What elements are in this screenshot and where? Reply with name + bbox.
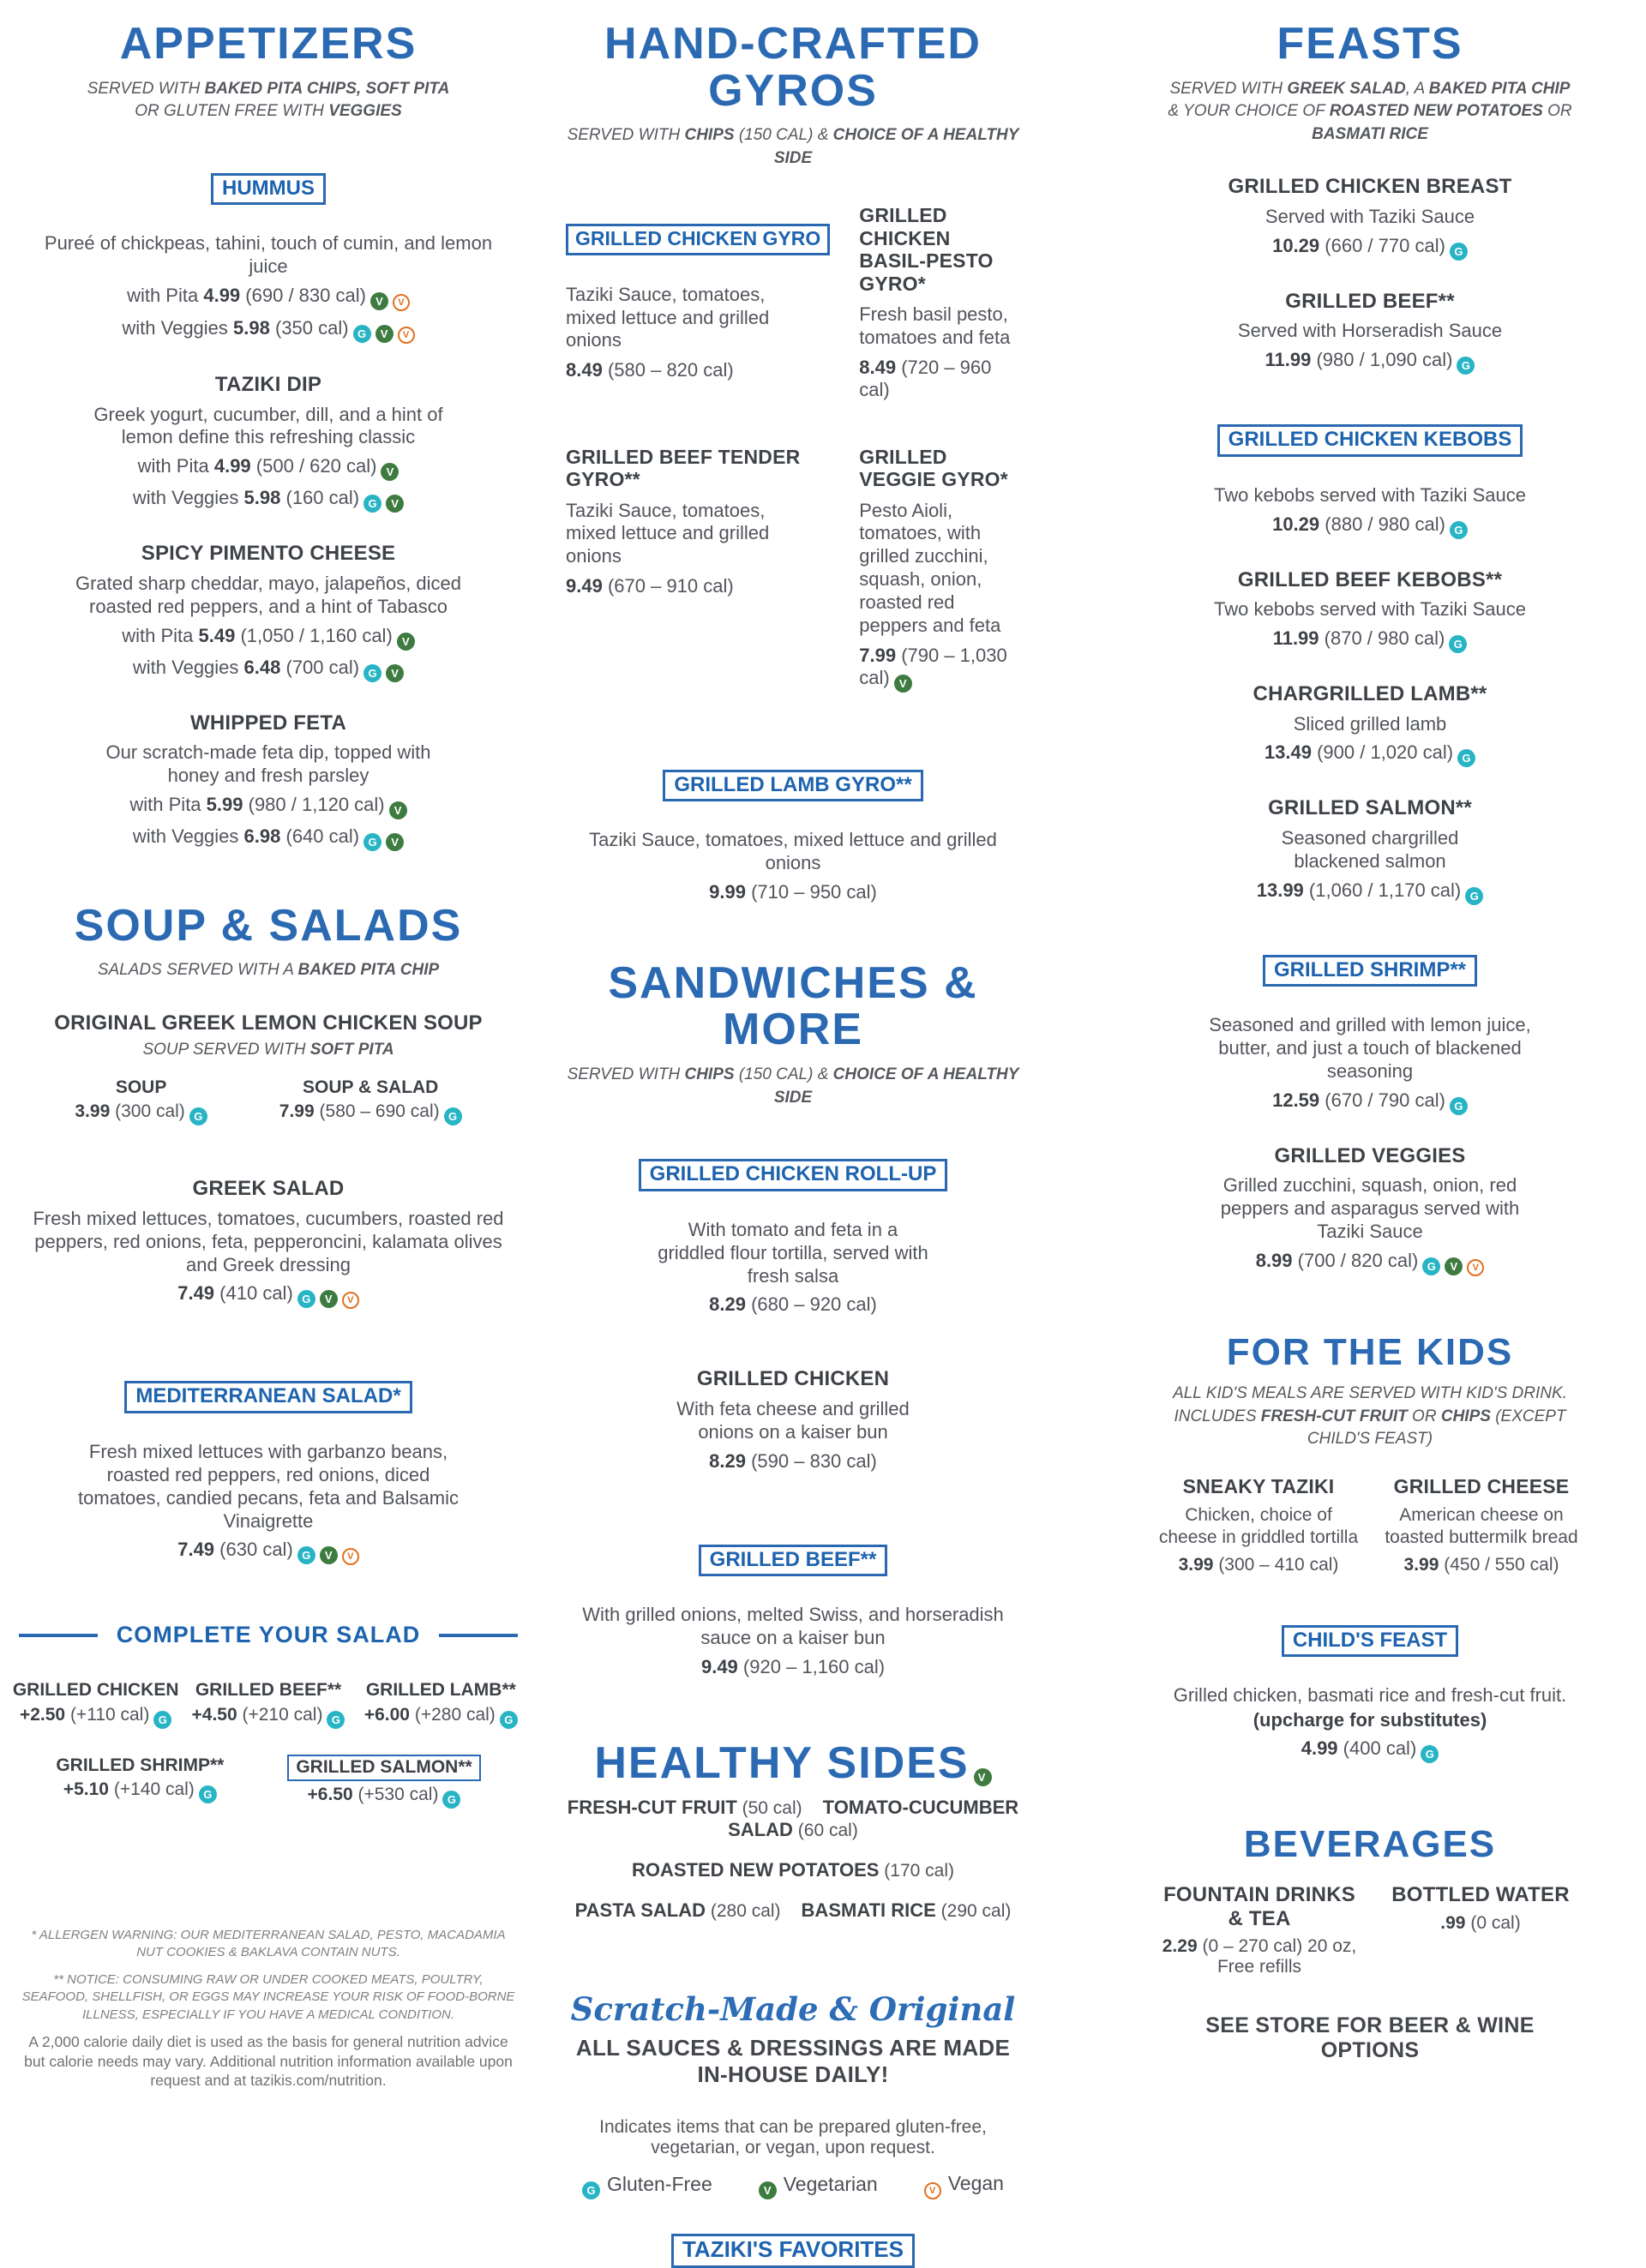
footnotes	[12, 1927, 525, 2091]
rule-right	[439, 1634, 518, 1637]
item-description: Fresh basil pesto, tomatoes and feta	[859, 303, 1011, 348]
menu-item-greek-salad	[12, 1177, 525, 1309]
item-name: GRILLED BEEF**	[699, 1545, 888, 1577]
menu-item-spicy-pimento-cheese	[12, 542, 525, 681]
legend-vegan: V Vegan	[924, 2172, 1004, 2199]
appetizers-title: APPETIZERS	[119, 19, 418, 69]
soup-salads-section	[12, 900, 525, 1809]
beverages-title: BEVERAGES	[1243, 1822, 1497, 1865]
menu-item-grilled-veggies-feast	[1156, 1144, 1584, 1276]
item-description: With grilled onions, melted Swiss, and horseradish sauce on a kaiser bun	[582, 1604, 1004, 1648]
gyros-grid	[566, 204, 1020, 692]
item-description: American cheese on toasted buttermilk bread	[1385, 1505, 1578, 1547]
gyros-section	[566, 21, 1020, 903]
item-name: GRILLED CHICKEN GYRO	[566, 224, 830, 255]
healthy-sides-title: HEALTHY SIDESV	[566, 1740, 1020, 1787]
price-line: with Veggies 5.98 (350 cal)GVV	[12, 317, 525, 344]
menu-item-grilled-chicken-gyro	[566, 204, 830, 400]
item-description: With tomato and feta in a griddled flour tortilla, served with fresh salsa	[658, 1218, 928, 1287]
vegetarian-icon	[974, 1768, 992, 1786]
item-name: WHIPPED FETA	[190, 711, 346, 735]
gluten-free-icon	[153, 1711, 171, 1729]
price-line: 3.99 (450 / 550 cal)	[1403, 1554, 1559, 1575]
vegetarian-icon	[386, 664, 404, 682]
legend-note: Indicates items that can be prepared gluten-free, vegetarian, or vegan, upon request.	[599, 2117, 987, 2158]
vegetarian-icon	[894, 675, 912, 693]
item-description: Served with Taziki Sauce	[1265, 205, 1475, 227]
price-line: 13.49 (900 / 1,020 cal)G	[1156, 741, 1584, 767]
salad-addon-grilled-lamb	[357, 1679, 525, 1728]
gluten-free-icon	[1457, 357, 1475, 375]
price-line: 3.99 (300 – 410 cal)	[1178, 1554, 1339, 1575]
in-house-line: ALL SAUCES & DRESSINGS ARE MADE IN-HOUSE DAILY!	[575, 2035, 1011, 2088]
price-line: 12.59 (670 / 790 cal)G	[1156, 1089, 1584, 1115]
vegetarian-icon	[759, 2181, 777, 2199]
item-description: Grilled zucchini, squash, onion, red peppers and asparagus served with Taziki Sauce	[1220, 1174, 1520, 1243]
item-name: GRILLED LAMB GYRO**	[663, 770, 922, 802]
menu-item-fountain-drinks	[1156, 1883, 1363, 1977]
menu-item-childs-feast	[1156, 1605, 1584, 1763]
menu-item-sneaky-taziki	[1156, 1475, 1361, 1575]
price-line: with Pita 4.99 (690 / 830 cal)VV	[12, 285, 525, 311]
gluten-free-icon	[327, 1711, 345, 1729]
option-label: SOUP	[115, 1077, 167, 1098]
item-name: FOUNTAIN DRINKS & TEA	[1163, 1883, 1355, 1930]
addon-name: GRILLED SHRIMP**	[56, 1755, 225, 1775]
kids-title: FOR THE KIDS	[1226, 1330, 1514, 1373]
salad-addon-grilled-beef	[184, 1679, 351, 1728]
vegetarian-icon	[389, 801, 407, 819]
price-line: +2.50 (+110 cal)G	[12, 1705, 179, 1729]
vegetarian-icon	[397, 633, 415, 651]
vegetarian-icon	[320, 1546, 338, 1564]
vegan-icon	[393, 294, 410, 311]
item-name: GRILLED VEGGIE GYRO*	[859, 445, 1008, 491]
item-name: CHARGRILLED LAMB**	[1253, 682, 1487, 706]
item-description: Seasoned and grilled with lemon juice, butter, and just a touch of blackened seasoning	[1209, 1014, 1531, 1082]
price-line: with Pita 5.99 (980 / 1,120 cal)V	[12, 794, 525, 819]
gluten-free-icon	[297, 1290, 315, 1308]
item-name: MEDITERRANEAN SALAD*	[124, 1381, 412, 1413]
addon-name: GRILLED SALMON**	[287, 1755, 480, 1781]
item-name: GRILLED CHICKEN	[696, 1367, 890, 1391]
sides-row: PASTA SALAD (280 cal) BASMATI RICE (290 cal)	[574, 1899, 1012, 1922]
vegan-icon	[342, 1292, 359, 1309]
price-line: 10.29 (880 / 980 cal)G	[1156, 513, 1584, 539]
gluten-free-icon	[297, 1546, 315, 1564]
menu-item-grilled-lamb-gyro	[566, 749, 1020, 903]
gluten-free-icon	[199, 1785, 217, 1803]
price-line: 11.99 (870 / 980 cal)G	[1156, 627, 1584, 653]
allergen-footnote: * ALLERGEN WARNING: OUR MEDITERRANEAN SALAD, PESTO, MACADAMIA NUT COOKIES & BAKLAVA CONTAIN NUTS.	[31, 1927, 506, 1959]
item-description: Seasoned chargrilled blackened salmon	[1281, 827, 1459, 872]
gluten-free-icon	[363, 664, 381, 682]
menu-item-grilled-beef-feast	[1156, 290, 1584, 375]
menu-item-chargrilled-lamb	[1156, 682, 1584, 767]
sandwiches-subtitle: SERVED WITH CHIPS (150 CAL) & CHOICE OF A HEALTHY SIDE	[567, 1065, 1019, 1107]
gluten-free-icon	[189, 1107, 207, 1125]
item-name: GREEK SALAD	[192, 1177, 345, 1201]
item-name: GRILLED CHICKEN BREAST	[1228, 175, 1512, 199]
price-line: 10.29 (660 / 770 cal)G	[1156, 235, 1584, 261]
vegan-icon	[1467, 1259, 1484, 1276]
menu-item-grilled-chicken-roll-up	[566, 1138, 1020, 1316]
legend-vegetarian: V Vegetarian	[759, 2173, 878, 2199]
item-description: Served with Horseradish Sauce	[1237, 320, 1503, 342]
scratch-made-script-heading: Scratch-Made & Original	[570, 1990, 1016, 2029]
item-name: SPICY PIMENTO CHEESE	[141, 542, 396, 566]
price-line: with Veggies 5.98 (160 cal)GV	[12, 487, 525, 513]
item-name: GRILLED CHICKEN BASIL-PESTO GYRO*	[859, 204, 994, 295]
sides-row: ROASTED NEW POTATOES (170 cal)	[631, 1859, 954, 1881]
item-description: Grilled chicken, basmati rice and fresh-cut fruit.	[1173, 1684, 1567, 1707]
menu-item-beef-tender-gyro	[566, 446, 830, 693]
menu-item-whipped-feta	[12, 711, 525, 851]
item-name: GRILLED SHRIMP**	[1263, 955, 1477, 987]
price-line: 2.29 (0 – 270 cal) 20 oz, Free refills	[1162, 1936, 1357, 1977]
item-description: Greek yogurt, cucumber, dill, and a hint of lemon define this refreshing classic	[93, 403, 443, 448]
price-line: 3.99 (300 cal)G	[75, 1101, 207, 1125]
gyros-subtitle: SERVED WITH CHIPS (150 CAL) & CHOICE OF A HEALTHY SIDE	[567, 126, 1019, 167]
addon-name: GRILLED BEEF**	[195, 1680, 342, 1701]
salad-addons-row-2	[12, 1755, 525, 1809]
menu-item-taziki-dip	[12, 373, 525, 513]
complete-your-salad-title: COMPLETE YOUR SALAD	[116, 1622, 421, 1648]
item-name: GRILLED BEEF KEBOBS**	[1237, 567, 1503, 591]
appetizers-section	[12, 21, 525, 851]
menu-item-grilled-cheese	[1379, 1475, 1584, 1575]
price-line: 13.99 (1,060 / 1,170 cal)G	[1156, 879, 1584, 905]
kids-section	[1156, 1330, 1584, 1763]
item-name: GRILLED SALMON**	[1268, 796, 1472, 820]
gluten-free-icon	[353, 325, 371, 343]
menu-item-bottled-water	[1377, 1883, 1584, 1977]
soup-option-soup-salad	[279, 1077, 462, 1125]
price-line: 8.29 (590 – 830 cal)	[709, 1449, 877, 1472]
appetizers-subtitle: SERVED WITH BAKED PITA CHIPS, SOFT PITA OR GLUTEN FREE WITH VEGGIES	[87, 79, 450, 121]
gluten-free-icon	[1465, 887, 1483, 905]
menu-item-grilled-salmon-feast	[1156, 796, 1584, 904]
gluten-free-icon	[363, 833, 381, 851]
gyros-title: HAND-CRAFTED GYROS	[604, 19, 982, 116]
price-line: +6.50 (+530 cal)G	[287, 1785, 480, 1809]
price-line: 7.49 (410 cal)GVV	[12, 1282, 525, 1309]
item-name: GRILLED CHICKEN ROLL-UP	[639, 1159, 948, 1191]
middle-column	[566, 0, 1020, 2263]
price-line: with Veggies 6.98 (640 cal)GV	[12, 825, 525, 851]
item-name: ORIGINAL GREEK LEMON CHICKEN SOUP	[54, 1011, 483, 1035]
item-name: GRILLED BEEF TENDER GYRO**	[566, 445, 801, 491]
item-description: Grated sharp cheddar, mayo, jalapeños, diced roasted red peppers, and a hint of Tabasco	[75, 572, 462, 617]
item-name: GRILLED VEGGIES	[1274, 1143, 1466, 1167]
item-name: TAZIKI DIP	[214, 373, 322, 397]
item-name: GRILLED CHEESE	[1393, 1474, 1570, 1497]
menu-item-grilled-veggie-gyro	[859, 446, 1020, 693]
gluten-free-icon	[500, 1711, 518, 1729]
item-description: Taziki Sauce, tomatoes, mixed lettuce and grilled onions	[566, 283, 770, 351]
price-line: 11.99 (980 / 1,090 cal)G	[1156, 349, 1584, 375]
item-description-bold: (upcharge for substitutes)	[1253, 1708, 1487, 1731]
item-name: CHILD'S FEAST	[1282, 1625, 1458, 1658]
kids-subtitle: ALL KID'S MEALS ARE SERVED WITH KID'S DRINK. INCLUDES FRESH-CUT FRUIT OR CHIPS (EXCEPT CHILD'S FEAST)	[1173, 1384, 1567, 1449]
item-name: HUMMUS	[211, 173, 326, 206]
vegan-icon	[398, 327, 415, 344]
vegetarian-icon	[370, 292, 388, 310]
vegetarian-icon	[386, 833, 404, 851]
beer-wine-note: SEE STORE FOR BEER & WINE OPTIONS	[1205, 2013, 1535, 2063]
price-line: 8.99 (700 / 820 cal)GVV	[1156, 1250, 1584, 1276]
price-line: 9.99 (710 – 950 cal)	[709, 880, 877, 903]
price-line: 7.99 (580 – 690 cal)G	[279, 1101, 462, 1125]
gluten-free-icon	[1450, 243, 1468, 261]
diet-legend	[566, 2172, 1020, 2199]
complete-your-salad-header	[12, 1622, 525, 1648]
sandwiches-section	[566, 957, 1020, 1678]
beverages-section	[1156, 1822, 1584, 2063]
salad-addons-row-1	[12, 1679, 525, 1728]
soup-option-soup	[75, 1077, 207, 1125]
addon-name: GRILLED LAMB**	[365, 1680, 516, 1701]
item-description: Pureé of chickpeas, tahini, touch of cumin, and lemon juice	[44, 232, 493, 278]
gluten-free-icon	[1422, 1257, 1440, 1275]
sides-row: FRESH-CUT FRUIT (50 cal) TOMATO-CUCUMBER SALAD (60 cal)	[567, 1797, 1019, 1841]
option-label: SOUP & SALAD	[303, 1077, 439, 1098]
salad-addon-grilled-shrimp	[56, 1755, 224, 1803]
tazikis-favorites-badge: TAZIKI'S FAVORITES	[671, 2234, 915, 2268]
gluten-free-icon	[442, 1791, 460, 1809]
price-line: 8.49 (720 – 960 cal)	[859, 356, 992, 400]
vegetarian-icon	[381, 463, 399, 481]
addon-name: GRILLED CHICKEN	[12, 1680, 179, 1701]
item-description: With feta cheese and grilled onions on a kaiser bun	[676, 1397, 910, 1443]
price-line: +5.10 (+140 cal)G	[56, 1779, 224, 1803]
menu-item-grilled-beef-sandwich	[566, 1524, 1020, 1678]
item-name: SNEAKY TAZIKI	[1182, 1474, 1335, 1497]
price-line: +6.00 (+280 cal)G	[357, 1705, 525, 1729]
price-line: 8.29 (680 – 920 cal)	[709, 1293, 877, 1316]
price-line: 8.49 (580 – 820 cal)	[566, 359, 734, 381]
soup-options	[12, 1077, 525, 1125]
item-description: Taziki Sauce, tomatoes, mixed lettuce and grilled onions	[566, 499, 770, 567]
vegetarian-icon	[386, 495, 404, 513]
menu-item-grilled-beef-kebobs	[1156, 568, 1584, 653]
salad-addon-grilled-chicken	[12, 1679, 179, 1728]
price-line: 9.49 (920 – 1,160 cal)	[700, 1655, 886, 1677]
item-name: GRILLED CHICKEN KEBOBS	[1217, 424, 1523, 457]
menu-item-hummus	[12, 153, 525, 344]
item-description: Our scratch-made feta dip, topped with honey and fresh parsley	[105, 741, 431, 786]
raw-food-notice-footnote: ** NOTICE: CONSUMING RAW OR UNDER COOKED MEATS, POULTRY, SEAFOOD, SHELLFISH, OR EGGS MAY INCREASE YOUR RISK OF FOOD-BORNE ILLNESS, ESPECIALLY IF YOU HAVE A MEDICAL CONDITION.	[21, 1972, 515, 2022]
gluten-free-icon	[444, 1107, 462, 1125]
beverages-grid	[1156, 1883, 1584, 1977]
item-description: Chicken, choice of cheese in griddled tortilla	[1158, 1505, 1359, 1547]
price-line: 7.49 (630 cal)GVV	[12, 1539, 525, 1565]
vegan-icon	[924, 2182, 941, 2199]
menu-item-grilled-shrimp-feast	[1156, 934, 1584, 1115]
salad-addon-grilled-salmon	[287, 1755, 480, 1809]
price-line: with Pita 4.99 (500 / 620 cal)V	[12, 455, 525, 481]
item-description: Fresh mixed lettuces with garbanzo beans, roasted red peppers, red onions, diced tomatoes, candied pecans, feta and Balsamic Vinaigrette	[78, 1441, 459, 1532]
item-description: Sliced grilled lamb	[1293, 712, 1447, 735]
right-column	[1156, 0, 1584, 2063]
menu-item-grilled-chicken-kebobs	[1156, 404, 1584, 538]
price-line: with Pita 5.49 (1,050 / 1,160 cal)V	[12, 625, 525, 651]
item-name: BOTTLED WATER	[1391, 1883, 1570, 1907]
gluten-free-icon	[1421, 1745, 1439, 1763]
gluten-free-icon	[1449, 635, 1467, 653]
item-name: GRILLED BEEF**	[1285, 289, 1455, 313]
kids-grid	[1156, 1475, 1584, 1575]
soup-subtitle: SOUP SERVED WITH SOFT PITA	[142, 1040, 394, 1059]
price-line: 4.99 (400 cal)G	[1156, 1737, 1584, 1763]
soup-salads-title: SOUP & SALADS	[74, 900, 463, 951]
gluten-free-icon	[363, 495, 381, 513]
gluten-free-icon	[1450, 521, 1468, 539]
gluten-free-icon	[1457, 749, 1475, 767]
menu-item-mediterranean-salad	[12, 1360, 525, 1565]
price-line: 7.99 (790 – 1,030 cal)V	[859, 645, 1020, 693]
menu-item-grilled-chicken-breast	[1156, 175, 1584, 260]
healthy-sides-section	[566, 1737, 1020, 1923]
scratch-made-section	[566, 1990, 1020, 2268]
menu-item-greek-lemon-chicken-soup	[12, 1011, 525, 1125]
price-line: 9.49 (670 – 910 cal)	[566, 575, 734, 597]
gluten-free-icon	[582, 2181, 600, 2199]
soup-salads-subtitle: SALADS SERVED WITH A BAKED PITA CHIP	[97, 961, 440, 980]
vegetarian-icon	[1445, 1257, 1463, 1275]
calorie-footnote: A 2,000 calorie daily diet is used as the basis for general nutrition advice but calorie needs may vary. Additional nutrition information available upon request and at tazikis.com/nutrition.	[24, 2032, 513, 2090]
price-line: .99 (0 cal)	[1440, 1912, 1521, 1933]
item-description: Two kebobs served with Taziki Sauce	[1214, 598, 1526, 621]
item-description: Pesto Aioli, tomatoes, with grilled zucchini, squash, onion, roasted red peppers and feta	[859, 499, 1001, 636]
legend-gluten-free: GGluten-Free	[582, 2173, 712, 2199]
gluten-free-icon	[1450, 1097, 1468, 1115]
vegetarian-icon	[375, 325, 393, 343]
price-line: +4.50 (+210 cal)G	[184, 1705, 351, 1729]
vegetarian-icon	[320, 1290, 338, 1308]
feasts-title: FEASTS	[1277, 19, 1463, 69]
left-column	[0, 0, 525, 2090]
price-line: with Veggies 6.48 (700 cal)GV	[12, 657, 525, 682]
item-description: Two kebobs served with Taziki Sauce	[1214, 483, 1526, 506]
rule-left	[19, 1634, 98, 1637]
feasts-subtitle: SERVED WITH GREEK SALAD, A BAKED PITA CHIP & YOUR CHOICE OF ROASTED NEW POTATOES OR BASMATI RICE	[1168, 79, 1572, 143]
menu-item-basil-pesto-gyro	[859, 204, 1020, 400]
vegan-icon	[342, 1548, 359, 1565]
item-description: Fresh mixed lettuces, tomatoes, cucumbers, roasted red peppers, red onions, feta, pepperoncini, kalamata olives and Greek dressing	[33, 1207, 504, 1275]
feasts-section	[1156, 21, 1584, 1276]
sandwiches-title: SANDWICHES & MORE	[608, 957, 978, 1055]
item-description: Taziki Sauce, tomatoes, mixed lettuce and grilled onions	[589, 829, 997, 874]
menu-item-grilled-chicken-sandwich	[566, 1367, 1020, 1472]
